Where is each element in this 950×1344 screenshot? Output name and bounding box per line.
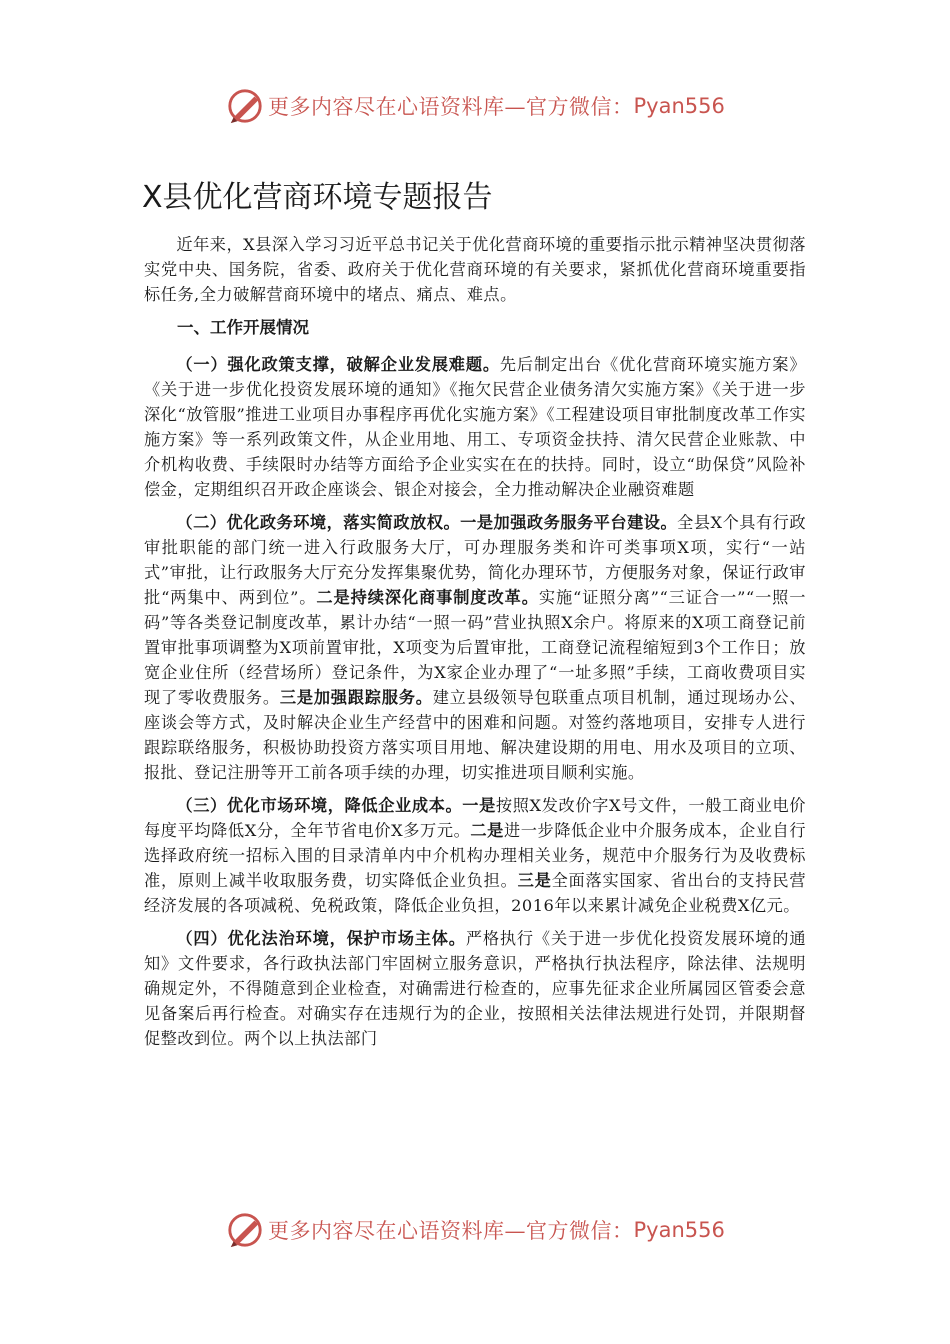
paragraph-lead: （一）强化政策支撑，破解企业发展难题。 bbox=[176, 355, 500, 374]
paragraph-text: 全县X个具有行政审批职能的部门统一进入行政服务大厅，可办理服务类和许可类事项X项，实行“一站式”审批，让行政服务大厅充分发挥集聚优势，简化办理环节，方便服务对象，保证行政审批“两集中、两到位”。 bbox=[144, 513, 807, 607]
header-banner bbox=[226, 84, 725, 128]
paragraph-text: 全面落实国家、省出台的支持民营经济发展的各项减税、免税政策，降低企业负担，2016年以来累计减免企业税费X亿元。 bbox=[144, 871, 807, 915]
banner-wechat-id: Pyan556 bbox=[633, 1218, 725, 1242]
paragraph-text: 严格执行《关于进一步优化投资发展环境的通知》文件要求，各行政执法部门牢固树立服务意识，严格执行执法程序，除法律、法规明确规定外，不得随意到企业检查，对确需进行检查的，应事先征求企业所属园区管委会意见备案后再行检查。对确实存在违规行为的企业，按照相关法律法规进行处罚，并限期督促整改到位。两个以上执法部门 bbox=[144, 929, 807, 1048]
banner-text: 更多内容尽在心语资料库—官方微信： bbox=[268, 95, 634, 119]
paragraph-text: 实施“证照分离”“三证合一”“一照一码”等各类登记制度改革，累计办结“一照一码”营业执照X余户。将原来的X项工商登记前置审批事项调整为X项前置审批，X项变为后置审批，工商登记流程缩短到3个工作日；放宽企业住所（经营场所）登记条件，为X家企业办理了“一址多照”手续，工商收费项目实现了零收费服务。 bbox=[144, 588, 806, 707]
point-heading: 一是 bbox=[462, 796, 496, 815]
paragraph-text: 按照X发改价字X号文件，一般工商业电价每度平均降低X分，全年节省电价X多万元。 bbox=[144, 796, 806, 840]
footer-banner bbox=[226, 1208, 725, 1252]
paragraph-lead: （二）优化政务环境，落实简政放权。 bbox=[176, 513, 461, 532]
paragraph-text: 建立县级领导包联重点项目机制，通过现场办公、座谈会等方式，及时解决企业生产经营中的困难和问题。对签约落地项目，安排专人进行跟踪联络服务，积极协助投资方落实项目用地、解决建设期的用电、用水及项目的立项、报批、登记注册等开工前各项手续的办理，切实推进项目顺利实施。 bbox=[144, 688, 807, 782]
point-heading: 二是持续深化商事制度改革。 bbox=[316, 588, 539, 607]
page-title: X县优化营商环境专题报告 bbox=[142, 180, 493, 215]
document-body bbox=[144, 232, 806, 1059]
paragraph-text: 先后制定出台《优化营商环境实施方案》《关于进一步优化投资发展环境的通知》《拖欠民营企业债务清欠实施方案》《关于进一步深化“放管服”推进工业项目办事程序再优化实施方案》《工程建设项目审批制度改革工作实施方案》等一系列政策文件，从企业用地、用工、专项资金扶持、清欠民营企业账款、中介机构收费、手续限时办结等方面给予企业实实在在的扶持。同时，设立“助保贷”风险补偿金，定期组织召开政企座谈会、银企对接会，全力推动解决企业融资难题 bbox=[144, 355, 807, 499]
paragraph-government bbox=[144, 510, 806, 785]
paragraph-text: 进一步降低企业中介服务成本，企业自行选择政府统一招标入围的目录清单内中介机构办理相关业务，规范中介服务行为及收费标准，原则上减半收取服务费，切实降低企业负担。 bbox=[144, 821, 807, 890]
paragraph-market bbox=[144, 793, 806, 918]
section-heading: 一、工作开展情况 bbox=[177, 318, 309, 337]
point-heading: 二是 bbox=[470, 821, 504, 840]
paragraph-legal bbox=[144, 926, 806, 1051]
banner-text: 更多内容尽在心语资料库—官方微信： bbox=[268, 1219, 634, 1243]
point-heading: 三是加强跟踪服务。 bbox=[279, 688, 433, 707]
intro-paragraph: 近年来，X县深入学习习近平总书记关于优化营商环境的重要指示批示精神坚决贯彻落实党中央、国务院，省委、政府关于优化营商环境的有关要求，紧抓优化营商环境重要指标任务,全力破解营商环境中的堵点、痛点、难点。 bbox=[144, 235, 806, 304]
paragraph-policy bbox=[144, 352, 806, 502]
pen-logo-icon bbox=[226, 87, 264, 125]
banner-wechat-id: Pyan556 bbox=[633, 94, 725, 118]
point-heading: 一是加强政务服务平台建设。 bbox=[460, 513, 678, 532]
paragraph-lead: （三）优化市场环境，降低企业成本。 bbox=[176, 796, 463, 815]
pen-logo-icon bbox=[226, 1211, 264, 1249]
paragraph-lead: （四）优化法治环境，保护市场主体。 bbox=[176, 929, 466, 948]
point-heading: 三是 bbox=[517, 871, 552, 890]
